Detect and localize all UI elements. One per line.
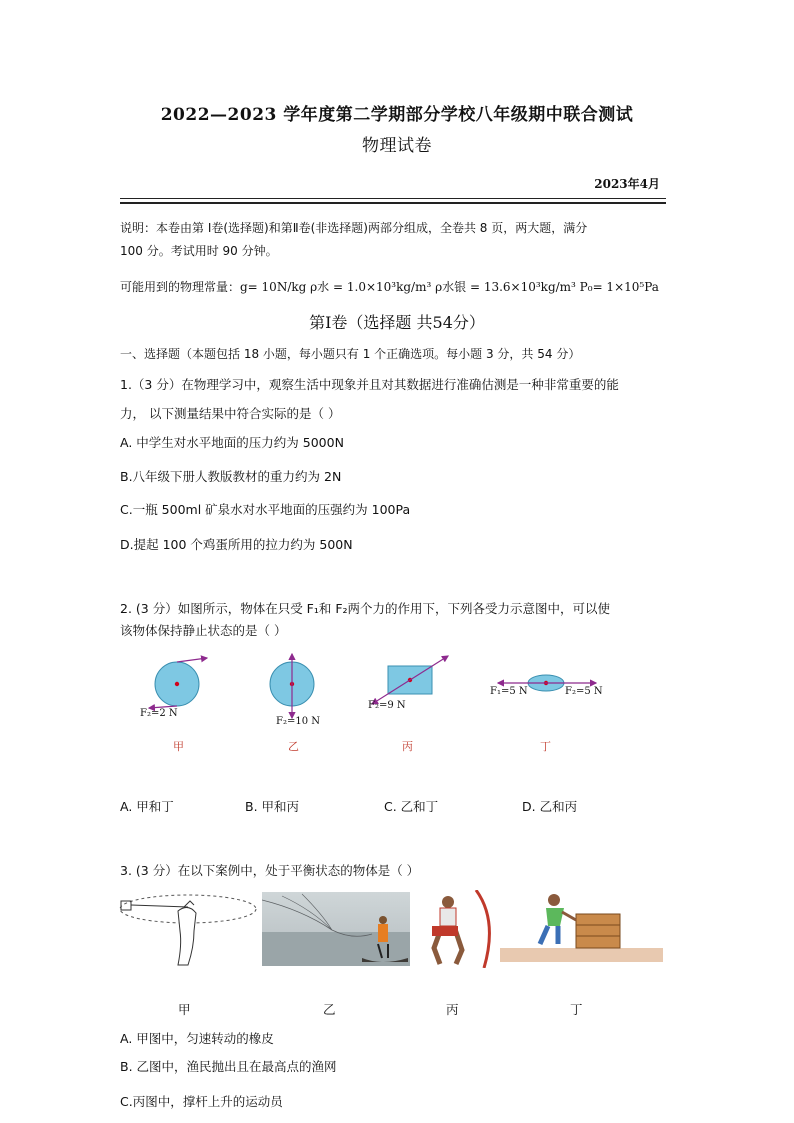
exam-date: 2023年4月 [594, 177, 660, 191]
q1-option-d: D.提起 100 个鸡蛋所用的拉力约为 500N [120, 537, 353, 552]
q2-yi-f2-label: F₂=10 N [276, 716, 320, 727]
q3-figure-yi [262, 892, 410, 966]
q3-stem: 3. (3 分）在以下案例中，处于平衡状态的物体是（ ） [120, 863, 420, 878]
q2-stem-line1: 2. (3 分）如图所示，物体在只受 F₁和 F₂两个力的作用下，下列各受力示意图中，可以使 [120, 601, 611, 616]
instructions-line2: 100 分。考试用时 90 分钟。 [120, 244, 278, 258]
q1-stem-line2: 力， 以下测量结果中符合实际的是（ ） [120, 406, 341, 421]
q2-option-d: D. 乙和丙 [522, 799, 578, 814]
q1-option-a: A. 中学生对水平地面的压力约为 5000N [120, 435, 344, 450]
q2-caption-yi: 乙 [288, 740, 299, 753]
q3-caption-ding: 丁 [570, 1002, 583, 1017]
q2-stem-line2: 该物体保持静止状态的是（ ） [120, 623, 287, 638]
instructions-line1: 说明：本卷由第 I卷(选择题)和第Ⅱ卷(非选择题)两部分组成，全卷共 8 页，两大题，满分 [120, 221, 588, 235]
q1-stem-line1: 1.（3 分）在物理学习中，观察生活中现象并且对其数据进行准确估测是一种非常重要的能 [120, 377, 619, 392]
q2-option-c: C. 乙和丁 [384, 799, 439, 814]
q2-jia-f2-label: F₂=2 N [140, 708, 178, 719]
exam-title: 2022—2023 学年度第二学期部分学校八年级期中联合测试 [160, 105, 634, 125]
q2-option-a: A. 甲和丁 [120, 799, 174, 814]
q3-option-b: B. 乙图中，渔民抛出且在最高点的渔网 [120, 1059, 337, 1074]
q2-bing-f2-label: F₂=9 N [368, 700, 406, 711]
divider-top [120, 198, 666, 199]
q3-figure-bing [424, 890, 496, 968]
q1-option-b: B.八年级下册人教版教材的重力约为 2N [120, 469, 342, 484]
q2-option-b: B. 甲和丙 [245, 799, 300, 814]
part-heading: 一、选择题（本题包括 18 小题，每小题只有 1 个正确选项。每小题 3 分，共 54 分） [120, 347, 581, 361]
q2-caption-bing: 丙 [402, 740, 413, 753]
divider-bottom [120, 202, 666, 204]
q2-ding-f1-label: F₁=5 N [490, 686, 528, 697]
section-title: 第Ⅰ卷（选择题 共54分） [309, 313, 485, 332]
q3-figure-ding [500, 890, 663, 962]
q3-figure-jia [118, 885, 260, 974]
q2-figure-yi [262, 650, 322, 725]
q2-ding-f2-label: F₂=5 N [565, 686, 603, 697]
q3-caption-bing: 丙 [446, 1002, 459, 1017]
q2-caption-jia: 甲 [173, 740, 184, 753]
q3-option-a: A. 甲图中，匀速转动的橡皮 [120, 1031, 274, 1046]
constants-line: 可能用到的物理常量：g= 10N/kg ρ水 = 1.0×10³kg/m³ ρ水银 = 13.6×10³kg/m³ P₀= 1×10⁵Pa [120, 280, 659, 294]
q3-caption-yi: 乙 [323, 1002, 336, 1017]
q2-caption-ding: 丁 [540, 740, 551, 753]
q3-caption-jia: 甲 [178, 1002, 191, 1017]
q3-option-c: C.丙图中，撑杆上升的运动员 [120, 1094, 283, 1109]
exam-subtitle: 物理试卷 [362, 136, 432, 156]
q1-option-c: C.一瓶 500ml 矿泉水对水平地面的压强约为 100Pa [120, 502, 411, 517]
